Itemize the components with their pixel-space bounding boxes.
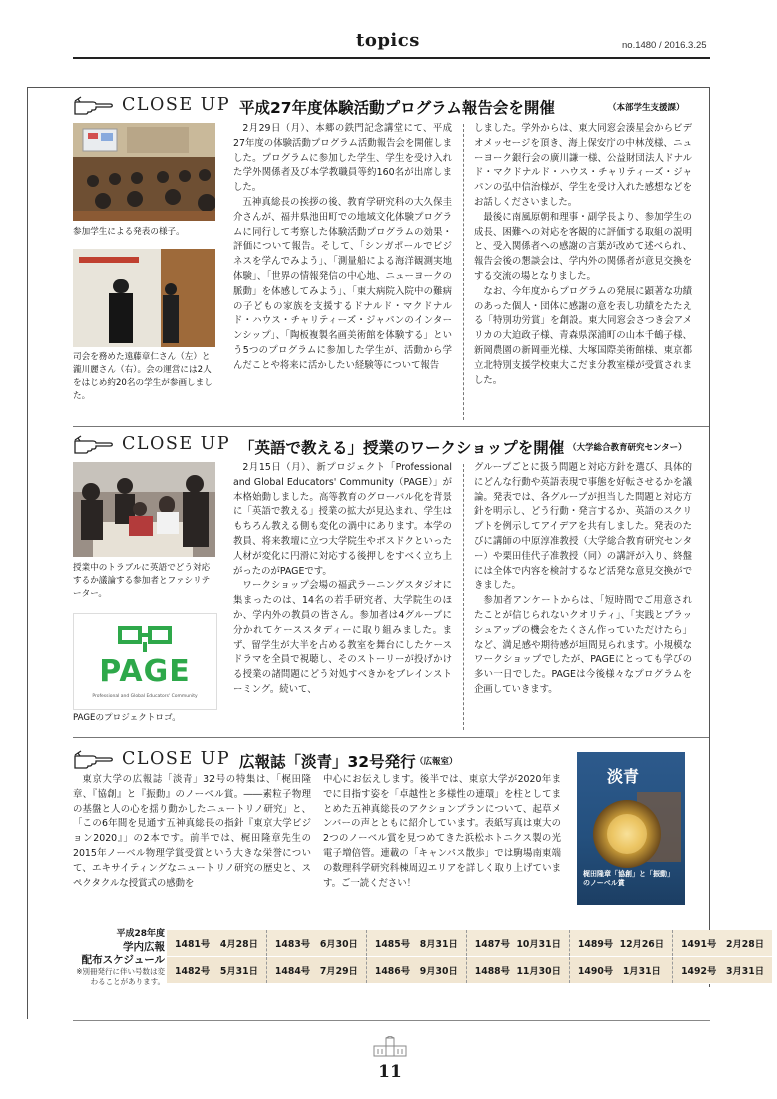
masthead-rule xyxy=(73,57,710,59)
masthead-title: topics xyxy=(356,30,420,51)
schedule-row xyxy=(167,957,772,984)
article2-photo1 xyxy=(73,462,215,557)
article1-dept: （本部学生支援課） xyxy=(608,103,685,113)
schedule-label xyxy=(73,928,165,987)
article3-column2 xyxy=(323,773,561,891)
article1-column1 xyxy=(233,122,452,374)
article1-col2-para2: 最後に南風原朝和理事・副学長より、参加学生の成長、困難への対応を客観的に評価する取組の説明と、受入関係者への感謝の言葉が改めて述べられ、報告会後の懇談会は、学内外の関係者が意見交換をする交流の場となりました。 xyxy=(474,211,692,282)
article2-col2-para2: 参加者アンケートからは、「短時間でご用意されたことが信じられないクオリティ」、「実践とブラッシュアップの機会をたくさん作っていただけたら」など、満足感や期待感が垣間見られます。小規模なワークショップでしたが、PAGEにとっても学びの多い一日でした。PAGEは今後様々なプログラムを企画していきます。 xyxy=(474,595,692,695)
pointing-hand-icon xyxy=(74,95,116,115)
footer-logo xyxy=(370,1036,410,1058)
frame-top-line xyxy=(27,87,710,88)
article2-column1 xyxy=(233,461,452,698)
close-up-label: CLOSE UP xyxy=(122,749,231,769)
schedule-cell: 1484号 7月29日 xyxy=(266,957,366,984)
article1-title: 平成27年度体験活動プログラム報告会を開催 xyxy=(239,99,555,117)
article3-title: 広報誌「淡青」32号発行 xyxy=(239,753,416,771)
schedule-cell: 1491号 2月28日 xyxy=(673,930,772,957)
schedule-cell: 1485号 8月31日 xyxy=(366,930,466,957)
article3-column1 xyxy=(73,773,311,891)
close-up-header-3 xyxy=(74,749,230,769)
article1-column-divider xyxy=(463,124,464,420)
article1-col1-para1: 2月29日（月）、本郷の鉄門記念講堂にて、平成27年度の体験活動プログラム活動報告会を開催しました。プログラムに参加した学生、学生を受け入れた学外関係者及び本学教職員等約160名が出席しました。 xyxy=(233,123,452,194)
article1-photo1 xyxy=(73,123,215,221)
cover-title: 淡青 xyxy=(607,767,640,786)
section-divider-2 xyxy=(73,737,709,738)
article3-col1-para1: 東京大学の広報誌「淡青」32号の特集は、「梶田隆章、『協創』と『振動』のノーベル賞。――素粒子物理の基盤と人の心を揺り動かしたニュートリノ研究」と、「この6年間を見通す五神真総長の指針『東京大学ビジョン2020』」の2本です。前半では、梶田隆章先生の2015年ノーベル物理学賞受賞という大きな栄誉について、エキサイティングなニュートリノ研究の歴史と、スペクタクルな授賞式の感動を xyxy=(73,774,311,889)
article1-column2 xyxy=(474,122,692,388)
schedule-label-line2: 学内広報 xyxy=(123,941,165,953)
pointing-hand-icon xyxy=(74,434,116,454)
pointing-hand-icon xyxy=(74,749,116,769)
schedule-cell: 1489号 12月26日 xyxy=(569,930,672,957)
article2-column-divider xyxy=(463,464,464,730)
schedule-cell: 1487号 10月31日 xyxy=(466,930,569,957)
yasuda-hall-icon xyxy=(370,1036,410,1058)
page-logo-image xyxy=(73,613,217,710)
close-up-header-2 xyxy=(74,434,230,454)
article2-col1-para2: ワークショップ会場の福武ラーニングスタジオに集まったのは、14名の若手研究者、大学院生のほか、学内外の教員の皆さん。参加者は4グループに分かれてケーススタディーに取り組みました。まず、留学生が大半を占める教室を舞台にしたケースドラマを全員で視聴し、そのストーリーが投げかける授業の諸問題にどう対処すべきかをブレインストーミング。続いて、 xyxy=(233,580,452,695)
schedule-row xyxy=(167,930,772,957)
article2-col1-para1: 2月15日（月）、新プロジェクト「Professional and Global Educators' Community（PAGE）」が本格始動しました。高等教育のグローバル化を背景に「英語で教える」授業の拡大が見込まれ、学生はもちろん教える側も変化の渦中にあります。本学の教員、将来教壇に立つ大学院生やポスドクといった人材が変化に円滑に対応する後押しをすべく立ち上がったのがPAGEです。 xyxy=(233,462,452,577)
article1-caption1: 参加学生による発表の様子。 xyxy=(73,227,185,237)
page-logo-subtext: Professional and Global Educators' Community xyxy=(92,694,198,699)
close-up-header-1 xyxy=(74,95,230,115)
issue-info: no.1480 / 2016.3.25 xyxy=(622,40,707,51)
article1-col1-para2: 五神真総長の挨拶の後、教育学研究科の大久保圭介さんが、福井県池田町での地域文化体験プログラムに同行して考察した体験活動プログラムの効果・評価について報告。そして、「シンガポールでビジネスを学んでみよう」、「測量船による海洋観測実地体験」、「世界の情報発信の中心地、ニューヨークの脈動」を体感してみよう」、「東大病院入院中の難病の子どもの家族を支援するドナルド・マクドナルド・ハウス・チャリティーズ・ジャパンのインターンシップ」、「陶板複製名画美術館を体験する」という5つのプログラムに参加した学生が、活動から学んだことや将来に活かしたい経験等について報告 xyxy=(233,196,452,371)
schedule-label-line3: 配布スケジュール xyxy=(81,954,165,966)
article2-col2-para1: グループごとに扱う問題と対応方針を選び、具体的にどんな行動や英語表現で事態を好転させるかを議論。発表では、各グループが担当した問題と対応方針を明示し、どう行動・発言するか、英語のスクリプトを例示してアイデアを共有しました。発表のたびに講師の中原淳准教授（大学総合教育研究センター）や栗田佳代子准教授（同）の講評が入り、終盤には全体で内容を検討するなど活発な意見交換ができました。 xyxy=(474,462,692,592)
section-divider-1 xyxy=(73,426,709,427)
schedule-cell: 1483号 6月30日 xyxy=(266,930,366,957)
article2-column2 xyxy=(474,461,692,698)
schedule-cell: 1490号 1月31日 xyxy=(569,957,672,984)
schedule-note: ※別冊発行に伴い号数は変わることがあります。 xyxy=(76,967,165,986)
cover-caption: 梶田隆章「協創」と「振動」のノーベル賞 xyxy=(583,870,674,887)
schedule-cell: 1488号 11月30日 xyxy=(466,957,569,984)
article2-caption2: PAGEのプロジェクトロゴ。 xyxy=(73,713,181,723)
page-number: 11 xyxy=(378,1062,402,1082)
article2-caption1: 授業中のトラブルに英語でどう対応するか議論する参加者とファシリテーター。 xyxy=(73,563,211,599)
close-up-label: CLOSE UP xyxy=(122,95,231,115)
schedule-cell: 1486号 9月30日 xyxy=(366,957,466,984)
page-logo-text: PAGE xyxy=(99,654,191,689)
article3-dept: （広報室） xyxy=(415,757,458,767)
footer-rule xyxy=(73,1020,710,1021)
schedule-year: 平成28年度 xyxy=(116,929,165,939)
magazine-cover xyxy=(577,752,685,905)
article1-col2-para1: しました。学外からは、東大同窓会湊星会からビデオメッセージを頂き、海上保安庁の中林茂様、ニューヨーク銀行会の廣川謙一様、公益財団法人ドナルド・マクドナルド・ハウス・チャリティーズ・ジャパンの弘中信治様が、学生を受け入れた感想などをお話しくださいました。 xyxy=(474,123,692,208)
schedule-cell: 1492号 3月31日 xyxy=(673,957,772,984)
article2-dept: （大学総合教育研究センター） xyxy=(568,443,687,453)
article3-col2-para1: 中心にお伝えします。後半では、東京大学が2020年までに目指す姿を「卓越性と多様性の連環」を柱としてまとめた五神真総長のアクションプランについて、起草メンバーの声とともに紹介しています。表紙写真は東大の2つのノーベル賞を見つめてきた浜松ホトニクス製の光電子増倍管。連載の「キャンパス散歩」では駒場南東端の数理科学研究科棟周辺エリアを詳しく取り上げています。ご一読ください！ xyxy=(323,774,561,889)
frame-right-line xyxy=(709,87,710,987)
article1-col2-para3: なお、今年度からプログラムの発展に顕著な功績のあった個人・団体に感謝の意を表し功績をたたえる「特別功労賞」を創設。東大同窓会さつき会アメリカの大迫政子様、青森県深浦町の山本千鶴子様、新岡農園の新岡亜光様、大塚国際美術館様、東京都立北特別支援学校東大こだま分教室様が受賞されました。 xyxy=(474,285,692,386)
schedule-cell: 1481号 4月28日 xyxy=(167,930,266,957)
article1-caption2: 司会を務めた遠藤章仁さん（左）と瀧川麗さん（右）。会の運営には2人をはじめ約20名の学生が参画しました。 xyxy=(73,352,213,401)
article2-title: 「英語で教える」授業のワークショップを開催 xyxy=(239,439,565,457)
schedule-table xyxy=(167,930,772,984)
article1-photo2 xyxy=(73,249,215,347)
frame-left-line xyxy=(27,87,28,1019)
schedule-cell: 1482号 5月31日 xyxy=(167,957,266,984)
close-up-label: CLOSE UP xyxy=(122,434,231,454)
